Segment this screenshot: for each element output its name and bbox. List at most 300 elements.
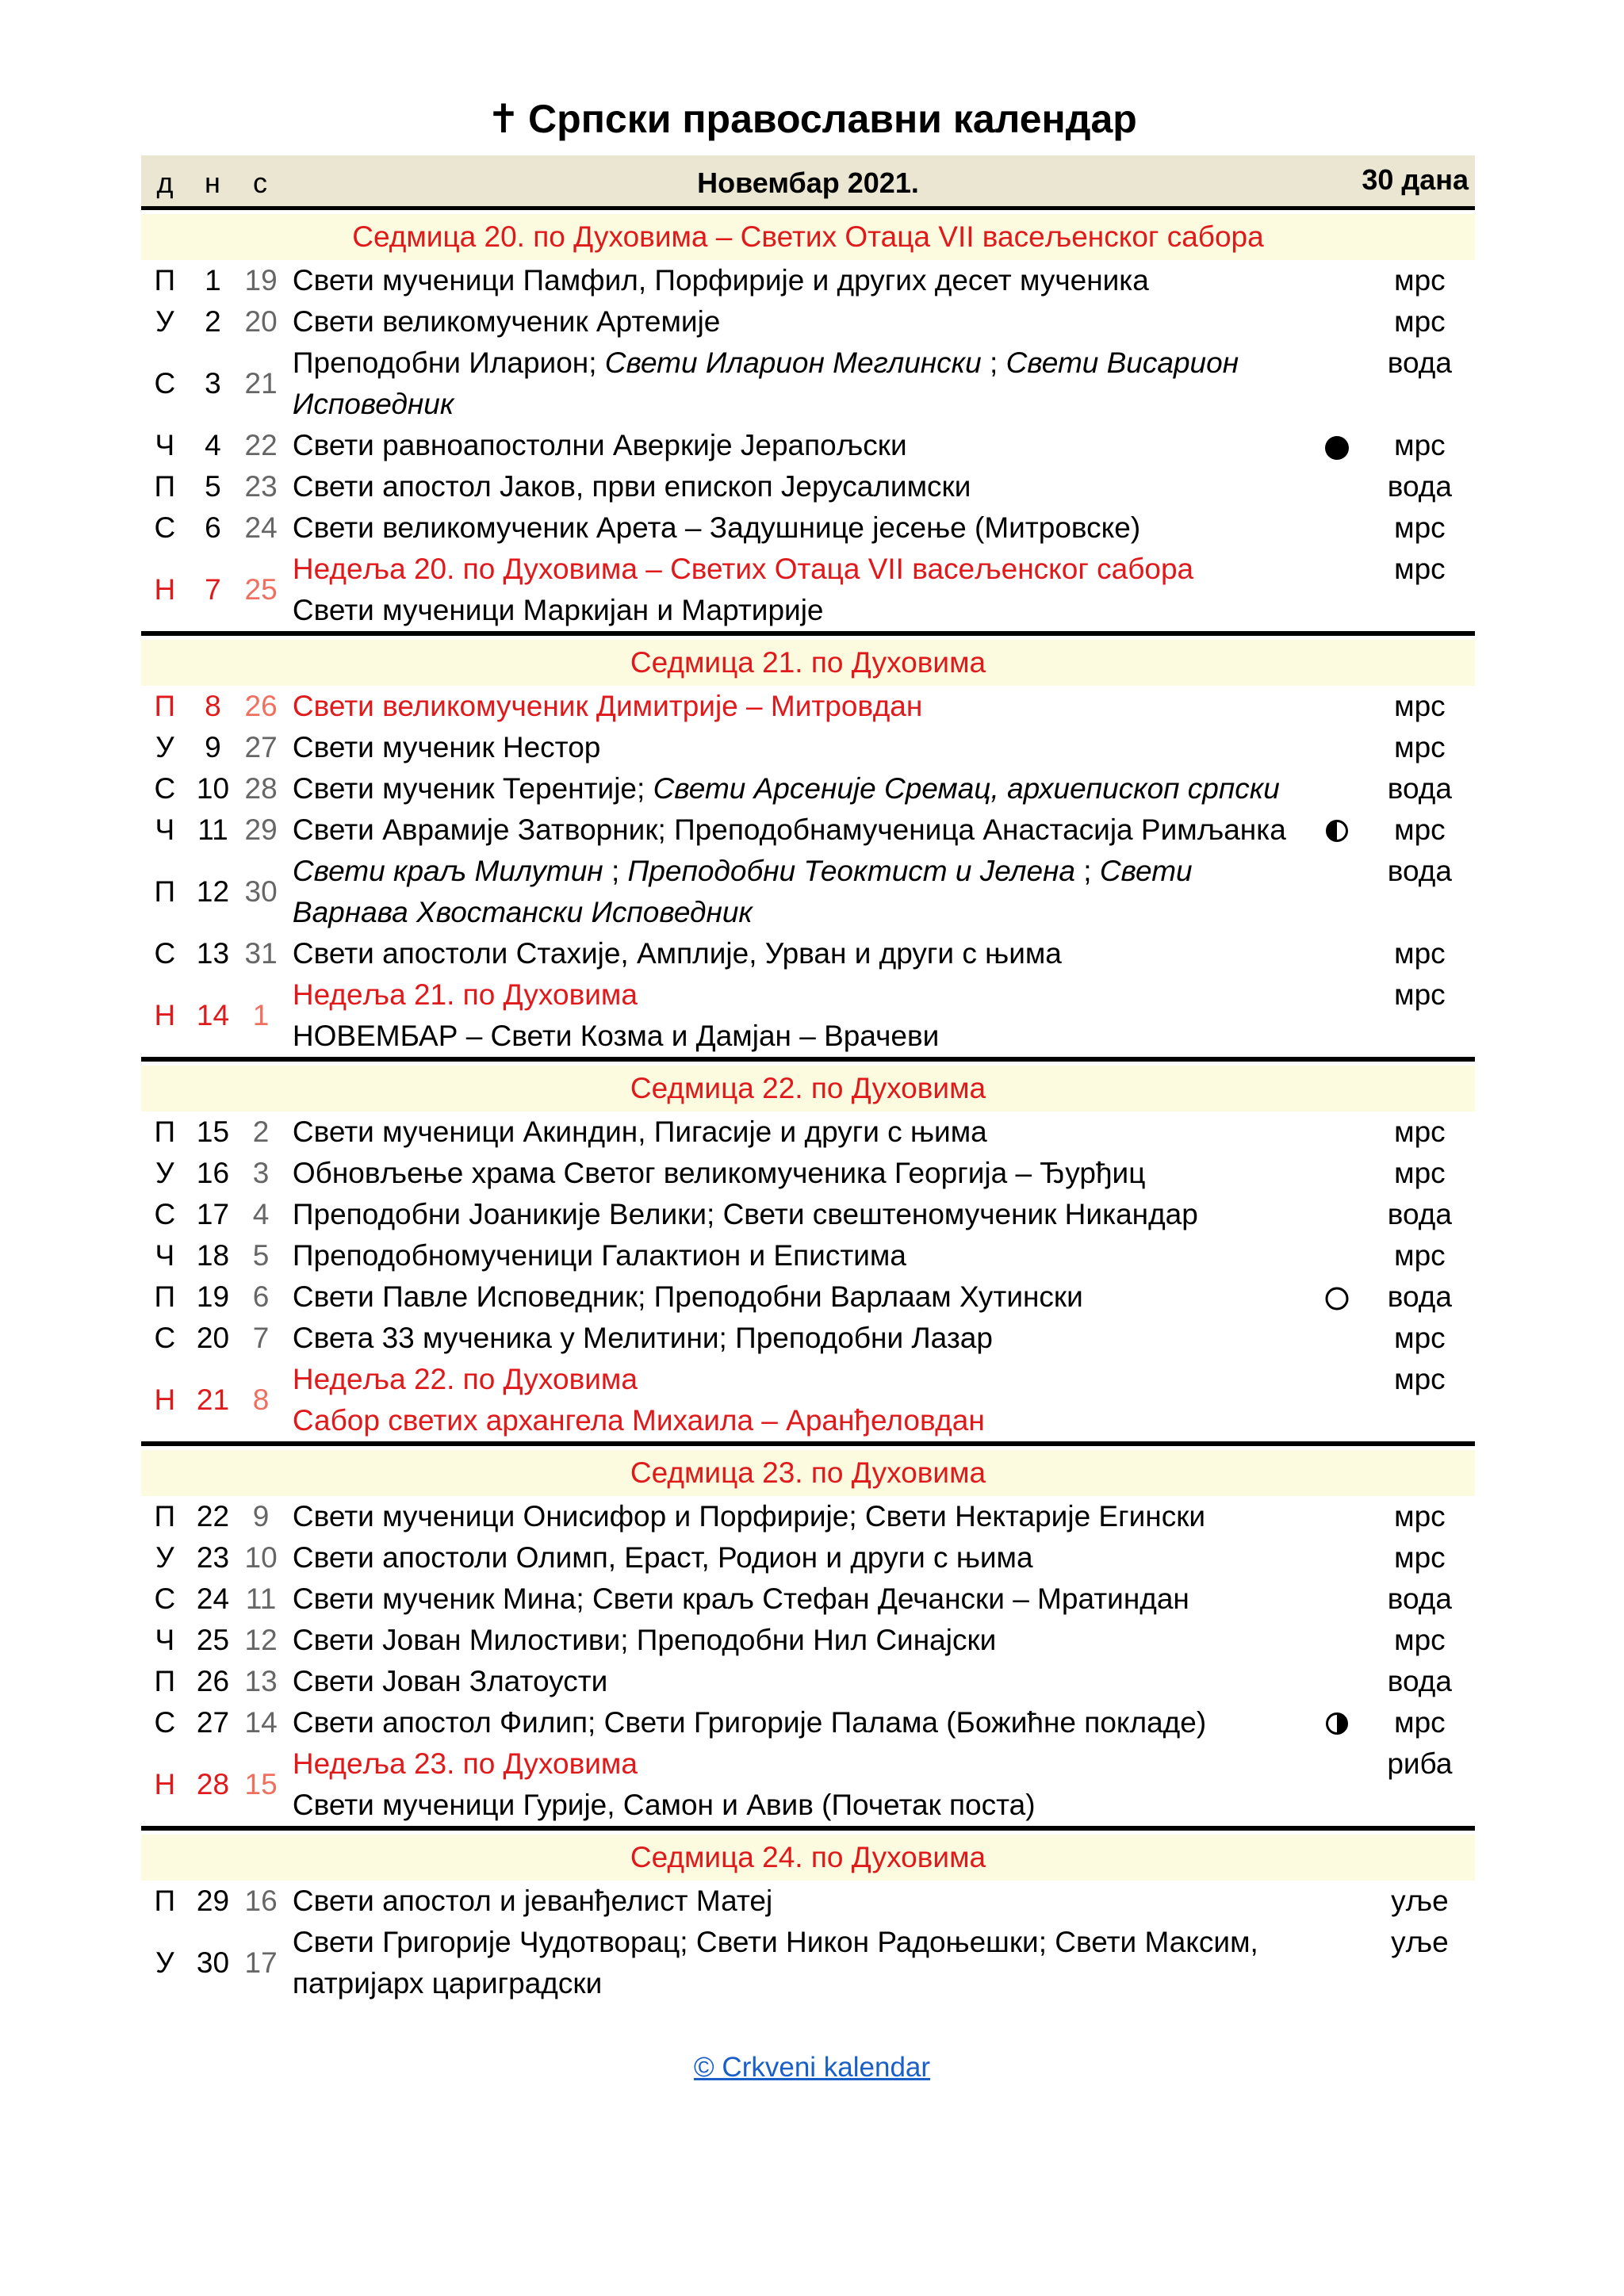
feast-text: [285, 809, 1309, 851]
weekday-letter: П: [154, 470, 176, 503]
feast-segment: Свети мученик Нестор: [292, 731, 601, 763]
fasting-rule: мрс: [1394, 429, 1446, 461]
day-row: [141, 933, 1475, 974]
new-style-date: 19: [196, 1280, 230, 1313]
feast-segment: ;: [603, 855, 628, 887]
moon-phase-cell: [1309, 507, 1365, 517]
weekday-letter: Ч: [155, 813, 175, 846]
moon-phase-cell: [1309, 1318, 1365, 1327]
fasting-rule: мрс: [1394, 1363, 1446, 1395]
feast-text: [285, 727, 1309, 768]
new-style-date: 20: [196, 1322, 230, 1354]
feast-text: [285, 768, 1309, 809]
moon-phase-cell: [1309, 1496, 1365, 1506]
footer[interactable]: [0, 2052, 1624, 2084]
feast-segment: Свети мученици Акиндин, Пигасије и други с њима: [292, 1115, 987, 1148]
fasting-rule: вода: [1387, 1280, 1452, 1313]
feast-line: [293, 1276, 1309, 1318]
new-style-date: 14: [196, 999, 230, 1031]
fasting-rule: уље: [1391, 1926, 1449, 1958]
feast-segment: Свети Јован Златоусти: [292, 1665, 608, 1697]
new-style-date: 2: [205, 305, 221, 338]
week-section: [141, 1066, 1475, 1446]
feast-line: [293, 686, 1309, 727]
fasting-rule: мрс: [1394, 1624, 1446, 1656]
moon-phase-cell: [1309, 1537, 1365, 1547]
feast-line: [293, 384, 1309, 425]
col-header-s: с: [253, 166, 267, 199]
fasting-rule: вода: [1387, 1665, 1452, 1697]
feast-segment: Свети: [1099, 855, 1193, 887]
day-row: [141, 727, 1475, 768]
weekday-letter: Н: [154, 999, 176, 1031]
feast-segment: Преподобномученици Галактион и Епистима: [292, 1239, 906, 1272]
moon-phase-cell: [1309, 466, 1365, 476]
day-row: [141, 342, 1475, 425]
day-row: [141, 301, 1475, 342]
feast-text: [285, 1112, 1309, 1153]
new-style-date: 15: [196, 1115, 230, 1148]
day-row: [141, 1881, 1475, 1922]
feast-text: [285, 549, 1309, 631]
new-style-date: 8: [205, 690, 221, 722]
day-row: [141, 1318, 1475, 1359]
weekday-letter: П: [154, 1115, 176, 1148]
feast-text: [285, 425, 1309, 466]
feast-segment: патријарх цариградски: [292, 1967, 603, 1999]
fasting-rule: вода: [1387, 772, 1452, 805]
feast-line: [293, 1963, 1309, 2004]
old-style-date: 16: [244, 1885, 278, 1917]
feast-segment: Свети апостоли Стахије, Амплије, Урван и други с њима: [292, 937, 1062, 970]
feast-text: [285, 1620, 1309, 1661]
week-title: Седмица 23. по Духовима: [141, 1450, 1475, 1496]
fasting-rule: вода: [1387, 855, 1452, 887]
moon-phase-cell: [1309, 727, 1365, 737]
moon-phase-cell: [1309, 1194, 1365, 1203]
feast-segment: Свети мученици Гурије, Самон и Авив (Почетак поста): [292, 1789, 1036, 1821]
day-row: [141, 425, 1475, 466]
feast-text: [285, 1496, 1309, 1537]
feast-text: [285, 1276, 1309, 1318]
feast-line: [293, 1578, 1309, 1620]
fasting-rule: мрс: [1394, 731, 1446, 763]
week-section: [141, 1835, 1475, 2004]
weekday-letter: Н: [154, 573, 176, 606]
old-style-date: 28: [244, 772, 278, 805]
feast-line: [293, 1235, 1309, 1276]
old-style-date: 1: [252, 999, 270, 1031]
weekday-letter: Ч: [155, 1239, 175, 1272]
feast-line: [293, 1496, 1309, 1537]
new-style-date: 18: [196, 1239, 230, 1272]
feast-segment: Преподобни Јоаникије Велики; Свети свештеномученик Никандар: [292, 1198, 1198, 1230]
fasting-rule: мрс: [1394, 937, 1446, 970]
fasting-rule: мрс: [1394, 1239, 1446, 1272]
feast-line: [293, 1743, 1309, 1785]
old-style-date: 6: [252, 1280, 270, 1313]
feast-line: [293, 1702, 1309, 1743]
feast-segment: Свети мученици Онисифор и Порфирије; Свети Нектарије Егински: [292, 1500, 1206, 1533]
old-style-date: 9: [252, 1500, 270, 1533]
fasting-rule: мрс: [1394, 511, 1446, 544]
week-title: Седмица 20. по Духовима – Светих Отаца VII васељенског сабора: [141, 214, 1475, 260]
feast-text: [285, 1743, 1309, 1826]
old-style-date: 20: [244, 305, 278, 338]
feast-line: [293, 507, 1309, 549]
feast-line: [293, 342, 1309, 384]
fasting-rule: мрс: [1394, 1706, 1446, 1739]
feast-segment: Недеља 20. по Духовима – Светих Отаца VII васељенског сабора: [292, 553, 1194, 585]
day-row: [141, 1276, 1475, 1318]
old-style-date: 23: [244, 470, 278, 503]
feast-segment: Свети Григорије Чудотворац; Свети Никон Радоњешки; Свети Максим,: [292, 1926, 1258, 1958]
feast-segment: Свети Јован Милостиви; Преподобни Нил Синајски: [292, 1624, 997, 1656]
feast-text: [285, 1881, 1309, 1922]
fasting-rule: мрс: [1394, 1322, 1446, 1354]
fasting-rule: мрс: [1394, 813, 1446, 846]
new-style-date: 21: [196, 1383, 230, 1416]
feast-segment: Обновљење храма Светог великомученика Георгија – Ђурђиц: [292, 1157, 1146, 1189]
fasting-rule: мрс: [1394, 264, 1446, 297]
day-row: [141, 1922, 1475, 2004]
fasting-rule: мрс: [1394, 978, 1446, 1011]
day-row: [141, 974, 1475, 1057]
week-section: [141, 640, 1475, 1062]
weekday-letter: У: [155, 731, 174, 763]
day-row: [141, 260, 1475, 301]
old-style-date: 22: [244, 429, 278, 461]
moon-phase-cell: [1309, 1153, 1365, 1162]
feast-text: [285, 1318, 1309, 1359]
moon-phase-cell: [1309, 342, 1365, 352]
feast-text: [285, 1153, 1309, 1194]
feast-segment: Исповедник: [292, 388, 454, 420]
day-row: [141, 686, 1475, 727]
fasting-rule: мрс: [1394, 1500, 1446, 1533]
feast-line: [293, 1112, 1309, 1153]
old-style-date: 25: [244, 573, 278, 606]
weekday-letter: У: [155, 1541, 174, 1574]
feast-segment: ;: [1074, 855, 1100, 887]
feast-segment: Недеља 22. по Духовима: [292, 1363, 638, 1395]
day-row: [141, 1194, 1475, 1235]
weekday-letter: С: [154, 1706, 176, 1739]
feast-text: [285, 933, 1309, 974]
week-title: Седмица 22. по Духовима: [141, 1066, 1475, 1112]
feast-line: [293, 892, 1309, 933]
moon-phase-cell: [1309, 1620, 1365, 1629]
fasting-rule: мрс: [1394, 1157, 1446, 1189]
day-row: [141, 466, 1475, 507]
fasting-rule: мрс: [1394, 305, 1446, 338]
moon-phase-cell: [1309, 1661, 1365, 1670]
weekday-letter: П: [154, 264, 176, 297]
old-style-date: 11: [245, 1582, 277, 1615]
day-row: [141, 1537, 1475, 1578]
moon-phase-cell: [1309, 1235, 1365, 1245]
weekday-letter: С: [154, 1198, 176, 1230]
old-style-date: 8: [252, 1383, 270, 1416]
feast-line: [293, 549, 1309, 590]
feast-line: [293, 1400, 1309, 1441]
feast-text: [285, 260, 1309, 301]
new-style-date: 12: [196, 875, 230, 908]
calendar-table: [141, 155, 1475, 2004]
old-style-date: 26: [244, 690, 278, 722]
new-style-date: 10: [196, 772, 230, 805]
new-style-date: 22: [196, 1500, 230, 1533]
feast-text: [285, 1194, 1309, 1235]
feast-text: [285, 1235, 1309, 1276]
new-style-date: 27: [196, 1706, 230, 1739]
feast-segment: НОВЕМБАР – Свети Козма и Дамјан – Врачеви: [292, 1020, 940, 1052]
weekday-letter: П: [154, 1885, 176, 1917]
old-style-date: 13: [244, 1665, 278, 1697]
old-style-date: 7: [252, 1322, 270, 1354]
old-style-date: 24: [244, 511, 278, 544]
old-style-date: 27: [244, 731, 278, 763]
feast-segment: Преподобни Иларион;: [292, 346, 605, 379]
old-style-date: 2: [252, 1115, 270, 1148]
weekday-letter: П: [154, 690, 176, 722]
moon-phase-cell: [1309, 1743, 1365, 1753]
moon-phase-cell: [1309, 1578, 1365, 1588]
week-title: Седмица 21. по Духовима: [141, 640, 1475, 686]
feast-segment: Сабор светих архангела Михаила – Аранђеловдан: [292, 1404, 985, 1437]
feast-line: [293, 1785, 1309, 1826]
feast-text: [285, 1702, 1309, 1743]
feast-segment: Свети краљ Милутин: [292, 855, 603, 887]
weekday-letter: П: [154, 1280, 176, 1313]
feast-line: [293, 1881, 1309, 1922]
feast-text: [285, 1359, 1309, 1441]
old-style-date: 29: [244, 813, 278, 846]
feast-segment: Варнава Хвостански Исповедник: [292, 896, 753, 928]
old-style-date: 5: [252, 1239, 270, 1272]
new-style-date: 30: [196, 1946, 230, 1979]
col-header-n: н: [205, 166, 220, 199]
day-row: [141, 1112, 1475, 1153]
new-style-date: 13: [196, 937, 230, 970]
weekday-letter: Н: [154, 1768, 176, 1800]
weekday-letter: П: [154, 875, 176, 908]
moon-phase-cell: [1309, 301, 1365, 311]
weekday-letter: П: [154, 1500, 176, 1533]
moon-phase-cell: [1309, 1881, 1365, 1890]
feast-text: [285, 1578, 1309, 1620]
feast-segment: Свети Арсеније Сремац, архиепископ српски: [653, 772, 1280, 805]
new-style-date: 24: [196, 1582, 230, 1615]
weekday-letter: П: [154, 1665, 176, 1697]
feast-line: [293, 590, 1309, 631]
new-style-date: 16: [196, 1157, 230, 1189]
new-style-date: 9: [205, 731, 221, 763]
new-style-date: 11: [197, 813, 228, 846]
feast-line: [293, 1153, 1309, 1194]
feast-line: [293, 727, 1309, 768]
day-row: [141, 1496, 1475, 1537]
old-style-date: 3: [252, 1157, 270, 1189]
feast-text: [285, 1661, 1309, 1702]
feast-segment: Свети мученици Маркијан и Мартирије: [292, 594, 824, 626]
day-row: [141, 1235, 1475, 1276]
fasting-rule: вода: [1387, 470, 1452, 503]
old-style-date: 12: [244, 1624, 278, 1656]
feast-line: [293, 1359, 1309, 1400]
old-style-date: 14: [244, 1706, 278, 1739]
weekday-letter: Ч: [155, 429, 175, 461]
feast-segment: Свети великомученик Димитрије – Митровдан: [292, 690, 923, 722]
feast-segment: Свети мученици Памфил, Порфирије и других десет мученика: [292, 264, 1149, 297]
weekday-letter: С: [154, 1582, 176, 1615]
feast-line: [293, 466, 1309, 507]
old-style-date: 15: [244, 1768, 278, 1800]
feast-text: [285, 507, 1309, 549]
feast-segment: Свети великомученик Арета – Задушнице јесење (Митровске): [292, 511, 1141, 544]
fasting-rule: мрс: [1394, 690, 1446, 722]
fasting-rule: мрс: [1394, 553, 1446, 585]
first-quarter-moon-icon: [1309, 809, 1365, 843]
feast-segment: Света 33 мученика у Мелитини; Преподобни Лазар: [292, 1322, 993, 1354]
feast-text: [285, 342, 1309, 425]
fasting-rule: вода: [1387, 346, 1452, 379]
days-count: 30 дана: [1362, 163, 1469, 196]
feast-segment: Недеља 23. по Духовима: [292, 1747, 638, 1780]
moon-phase-cell: [1309, 974, 1365, 984]
moon-phase-cell: [1309, 1922, 1365, 1931]
feast-line: [293, 425, 1309, 466]
new-style-date: 28: [196, 1768, 230, 1800]
old-style-date: 10: [244, 1541, 278, 1574]
day-row: [141, 1359, 1475, 1441]
fasting-rule: вода: [1387, 1198, 1452, 1230]
feast-line: [293, 809, 1309, 851]
full-moon-icon: [1309, 425, 1365, 461]
feast-segment: Свети апостол и јеванђелист Матеј: [292, 1885, 773, 1917]
fasting-rule: риба: [1387, 1747, 1453, 1780]
week-section: [141, 1450, 1475, 1831]
feast-line: [293, 1318, 1309, 1359]
weekday-letter: Н: [154, 1383, 176, 1416]
new-style-date: 3: [205, 367, 221, 400]
fasting-rule: мрс: [1394, 1115, 1446, 1148]
day-row: [141, 809, 1475, 851]
day-row: [141, 1702, 1475, 1743]
col-header-d: д: [156, 166, 174, 199]
weeks-container: [141, 214, 1475, 2004]
moon-phase-cell: [1309, 768, 1365, 778]
new-style-date: 4: [205, 429, 221, 461]
feast-text: [285, 974, 1309, 1057]
feast-text: [285, 686, 1309, 727]
moon-phase-cell: [1309, 260, 1365, 270]
feast-line: [293, 851, 1309, 892]
old-style-date: 17: [244, 1946, 278, 1979]
new-style-date: 23: [196, 1541, 230, 1574]
new-style-date: 6: [205, 511, 221, 544]
new-style-date: 29: [196, 1885, 230, 1917]
moon-phase-cell: [1309, 1112, 1365, 1121]
page-title: [0, 87, 1624, 151]
weekday-letter: У: [155, 1157, 174, 1189]
calendar-header: [141, 155, 1475, 210]
feast-segment: Свети Павле Исповедник; Преподобни Варлаам Хутински: [292, 1280, 1083, 1313]
feast-segment: Преподобни Теоктист и Јелена: [627, 855, 1075, 887]
feast-segment: Свети апостол Филип; Свети Григорије Палама (Божићне покладе): [292, 1706, 1207, 1739]
feast-line: [293, 1620, 1309, 1661]
day-row: [141, 1620, 1475, 1661]
moon-phase-cell: [1309, 1359, 1365, 1368]
feast-text: [285, 851, 1309, 933]
feast-line: [293, 933, 1309, 974]
feast-text: [285, 1922, 1309, 2004]
week-title: Седмица 24. по Духовима: [141, 1835, 1475, 1881]
new-moon-icon: [1309, 1276, 1365, 1311]
feast-segment: Свети Аврамије Затворник; Преподобнамученица Анастасија Римљанка: [292, 813, 1286, 846]
feast-line: [293, 1922, 1309, 1963]
old-style-date: 30: [244, 875, 278, 908]
copyright-link[interactable]: © Crkveni kalendar: [693, 2052, 931, 2083]
feast-line: [293, 974, 1309, 1016]
weekday-letter: С: [154, 937, 176, 970]
moon-phase-cell: [1309, 851, 1365, 860]
feast-line: [293, 1016, 1309, 1057]
weekday-letter: С: [154, 1322, 176, 1354]
feast-segment: Свети мученик Терентије;: [292, 772, 653, 805]
moon-phase-cell: [1309, 549, 1365, 558]
day-row: [141, 1743, 1475, 1826]
feast-segment: Свети апостоли Олимп, Ераст, Родион и други с њима: [292, 1541, 1033, 1574]
feast-text: [285, 1537, 1309, 1578]
feast-segment: Недеља 21. по Духовима: [292, 978, 638, 1011]
new-style-date: 17: [196, 1198, 230, 1230]
old-style-date: 21: [244, 367, 278, 400]
feast-segment: Свети апостол Јаков, први епископ Јерусалимски: [292, 470, 971, 503]
weekday-letter: Ч: [155, 1624, 175, 1656]
orthodox-cross-icon: ✝: [487, 97, 521, 141]
weekday-letter: У: [155, 1946, 174, 1979]
day-row: [141, 1661, 1475, 1702]
feast-line: [293, 768, 1309, 809]
feast-segment: Свети Иларион Меглински: [604, 346, 982, 379]
fasting-rule: уље: [1391, 1885, 1449, 1917]
day-row: [141, 768, 1475, 809]
feast-line: [293, 1661, 1309, 1702]
weekday-letter: У: [155, 305, 174, 338]
feast-segment: Свети мученик Мина; Свети краљ Стефан Дечански – Мратиндан: [292, 1582, 1189, 1615]
month-title: Новембар 2021.: [697, 166, 919, 199]
weekday-letter: С: [154, 367, 176, 400]
feast-segment: ;: [981, 346, 1006, 379]
old-style-date: 19: [244, 264, 278, 297]
moon-phase-cell: [1309, 933, 1365, 943]
feast-segment: Свети Висарион: [1005, 346, 1239, 379]
feast-line: [293, 1537, 1309, 1578]
fasting-rule: мрс: [1394, 1541, 1446, 1574]
moon-phase-cell: [1309, 686, 1365, 695]
weekday-letter: С: [154, 772, 176, 805]
feast-line: [293, 260, 1309, 301]
feast-segment: Свети равноапостолни Аверкије Јерапољски: [292, 429, 907, 461]
day-row: [141, 851, 1475, 933]
feast-segment: Свети великомученик Артемије: [292, 305, 721, 338]
day-row: [141, 1153, 1475, 1194]
last-quarter-moon-icon: [1309, 1702, 1365, 1735]
new-style-date: 26: [196, 1665, 230, 1697]
old-style-date: 31: [244, 937, 278, 970]
fasting-rule: вода: [1387, 1582, 1452, 1615]
